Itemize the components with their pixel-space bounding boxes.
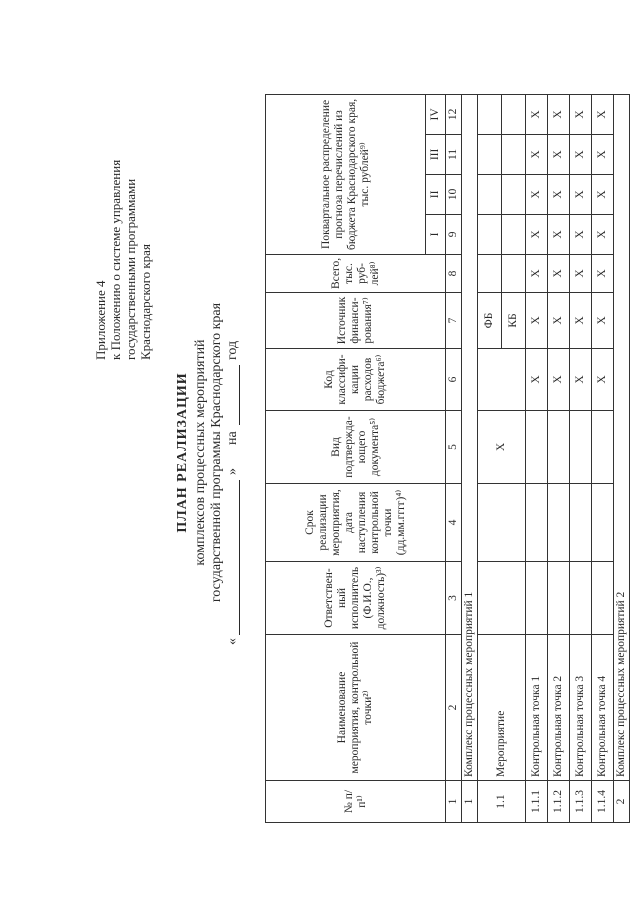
- x-mark: X: [548, 134, 570, 174]
- x-mark: X: [526, 349, 548, 411]
- row-label: Контрольная точка 3: [570, 635, 592, 781]
- column-number-row: [446, 94, 462, 822]
- row-label: Комплекс процессных мероприятий 2: [614, 94, 630, 780]
- col-number: 8: [446, 254, 462, 292]
- table-row-complex-2: [614, 94, 630, 822]
- col-number: 3: [446, 562, 462, 635]
- col-number: 6: [446, 349, 462, 411]
- x-mark: X: [548, 349, 570, 411]
- row-num: 1.1.2: [548, 781, 570, 823]
- row-num: 2: [614, 781, 630, 823]
- x-mark: X: [526, 293, 548, 349]
- document-subtitle: государственной программы Краснодарского края: [209, 302, 224, 603]
- row-label: Контрольная точка 1: [526, 635, 548, 781]
- col-number: 2: [446, 635, 462, 781]
- x-mark: X: [570, 349, 592, 411]
- x-mark: X: [548, 94, 570, 134]
- year-blank: [239, 365, 240, 425]
- x-mark: X: [592, 254, 614, 292]
- header-quarterly: Поквартальное распределение прогноза перечислений из бюджета Краснодарского края, тыс. рублей⁹⁾: [266, 94, 426, 254]
- col-number: 10: [446, 174, 462, 214]
- table-header-row: [266, 94, 426, 822]
- row-doc-mark: X: [478, 411, 526, 484]
- source-kb: КБ: [502, 293, 526, 349]
- header-num: № п/п¹⁾: [266, 781, 446, 823]
- x-mark: X: [526, 94, 548, 134]
- row-num: 1.1.1: [526, 781, 548, 823]
- header-total: Всего, тыс. руб-лей⁸⁾: [266, 254, 446, 292]
- x-mark: X: [570, 254, 592, 292]
- appendix-block: [93, 100, 153, 360]
- header-q2: II: [426, 174, 446, 214]
- row-label: Мероприятие: [478, 635, 526, 781]
- x-mark: X: [526, 214, 548, 254]
- na-label: на: [225, 431, 240, 445]
- col-number: 7: [446, 293, 462, 349]
- document-subtitle: комплексов процессных мероприятий: [193, 339, 208, 566]
- header-q3: III: [426, 134, 446, 174]
- source-fb: ФБ: [478, 293, 502, 349]
- x-mark: X: [526, 174, 548, 214]
- x-mark: X: [548, 214, 570, 254]
- x-mark: X: [570, 134, 592, 174]
- program-name-blank: [239, 480, 240, 635]
- appendix-line: Краснодарского края: [138, 244, 153, 360]
- x-mark: X: [548, 174, 570, 214]
- table-row-control-point: [592, 94, 614, 822]
- table-row-control-point: [548, 94, 570, 822]
- row-num: 1: [462, 781, 478, 823]
- header-q1: I: [426, 214, 446, 254]
- document-title: ПЛАН РЕАЛИЗАЦИИ: [175, 372, 190, 533]
- col-number: 4: [446, 484, 462, 562]
- row-label: Контрольная точка 2: [548, 635, 570, 781]
- header-q4: IV: [426, 94, 446, 134]
- header-document: Вид подтвержда-ющего документа⁵⁾: [266, 411, 446, 484]
- close-quote: »: [225, 468, 240, 475]
- col-number: 12: [446, 94, 462, 134]
- x-mark: X: [570, 94, 592, 134]
- row-num: 1.1.4: [592, 781, 614, 823]
- appendix-line: государственными программами: [123, 178, 138, 360]
- x-mark: X: [570, 174, 592, 214]
- header-code: Код классифи-кации расходов бюджета⁶⁾: [266, 349, 446, 411]
- table-row-measure: [478, 94, 502, 822]
- x-mark: X: [526, 134, 548, 174]
- x-mark: X: [570, 293, 592, 349]
- col-number: 11: [446, 134, 462, 174]
- header-source: Источник финанси-рования⁷⁾: [266, 293, 446, 349]
- x-mark: X: [548, 293, 570, 349]
- table-row-control-point: [526, 94, 548, 822]
- x-mark: X: [526, 254, 548, 292]
- plan-table: [265, 94, 630, 823]
- table-row-complex-1: [462, 94, 478, 822]
- open-quote: «: [225, 638, 240, 645]
- header-deadline: Срок реализации мероприятия, дата наступления контрольной точки (дд.мм.гггг)⁴⁾: [266, 484, 446, 562]
- x-mark: X: [592, 293, 614, 349]
- x-mark: X: [570, 214, 592, 254]
- header-executor: Ответствен-ный исполнитель (Ф.И.О., должность)³⁾: [266, 562, 446, 635]
- col-number: 5: [446, 411, 462, 484]
- x-mark: X: [548, 254, 570, 292]
- x-mark: X: [592, 214, 614, 254]
- row-label: Контрольная точка 4: [592, 635, 614, 781]
- appendix-line: Приложение 4: [93, 280, 108, 360]
- year-label: год: [225, 340, 240, 360]
- row-label: Комплекс процессных мероприятий 1: [462, 94, 478, 780]
- x-mark: X: [592, 134, 614, 174]
- appendix-line: к Положению о системе управления: [108, 159, 123, 360]
- table-row-control-point: [570, 94, 592, 822]
- x-mark: X: [592, 94, 614, 134]
- row-num: 1.1.3: [570, 781, 592, 823]
- col-number: 9: [446, 214, 462, 254]
- header-name: Наименование мероприятия, контрольной точки²⁾: [266, 635, 446, 781]
- col-number: 1: [446, 781, 462, 823]
- x-mark: X: [592, 349, 614, 411]
- row-num: 1.1: [478, 781, 526, 823]
- x-mark: X: [592, 174, 614, 214]
